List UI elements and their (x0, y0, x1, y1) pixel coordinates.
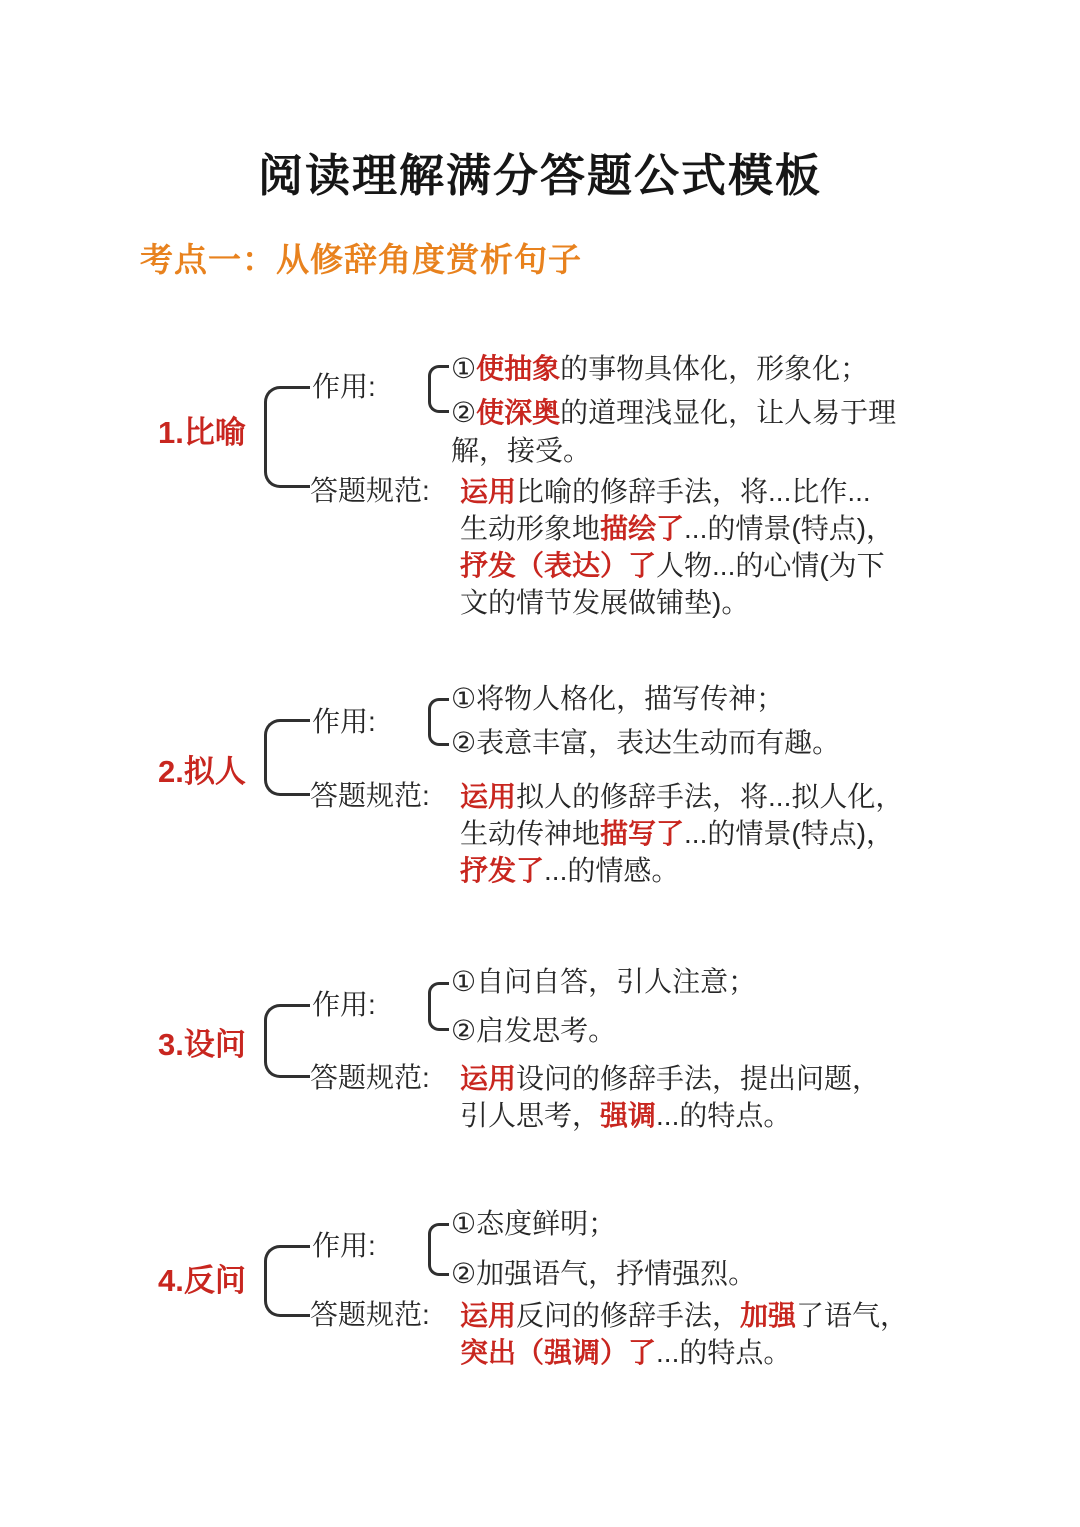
rhetoric-section-metaphor (158, 350, 968, 650)
rhetoric-section-rhetorical-question (158, 1205, 968, 1385)
template-text (460, 1297, 965, 1371)
rhetoric-section-rhetorical-question-answer (158, 963, 968, 1148)
function-items (451, 680, 941, 762)
template-line: 生动传神地描写了...的情景(特点)， (460, 818, 895, 849)
template-text (460, 778, 965, 889)
section-bracket (264, 1245, 310, 1317)
template-line: 运用反问的修辞手法，加强了语气， (460, 1300, 909, 1331)
template-label: 答题规范: (310, 475, 430, 506)
function-items (451, 963, 941, 1050)
template-line: 抒发（表达）了人物...的心情(为下 (460, 550, 885, 581)
rhetoric-section-personification (158, 680, 968, 905)
function-item: ①态度鲜明； (451, 1208, 617, 1239)
function-label: 作用: (312, 1230, 376, 1261)
template-label: 答题规范: (310, 1299, 430, 1330)
template-line: 运用设问的修辞手法，提出问题， (460, 1063, 881, 1094)
template-text (460, 473, 965, 621)
section-label: 1.比喻 (158, 415, 246, 450)
template-line: 生动形象地描绘了...的情景(特点)， (460, 513, 895, 544)
section-label: 2.拟人 (158, 754, 246, 789)
template-label: 答题规范: (310, 1062, 430, 1093)
template-line: 抒发了...的情感。 (460, 855, 680, 886)
section-bracket (264, 386, 310, 488)
section-label: 3.设问 (158, 1027, 246, 1062)
template-line: 运用拟人的修辞手法，将...拟人化， (460, 781, 904, 812)
function-label: 作用: (312, 989, 376, 1020)
function-item: ①将物人格化，描写传神； (451, 683, 785, 714)
section-label: 4.反问 (158, 1263, 246, 1298)
template-line: 突出（强调）了...的特点。 (460, 1337, 792, 1368)
function-items (451, 350, 941, 470)
template-text (460, 1060, 965, 1134)
function-bracket (428, 698, 449, 746)
function-label: 作用: (312, 371, 376, 402)
page-title: 阅读理解满分答题公式模板 (257, 150, 822, 201)
function-items (451, 1205, 941, 1293)
template-label: 答题规范: (310, 780, 430, 811)
section-heading: 考点一：从修辞角度赏析句子 (140, 241, 582, 278)
template-line: 引人思考，强调...的特点。 (460, 1100, 792, 1131)
function-item: ②加强语气，抒情强烈。 (451, 1258, 757, 1289)
function-label: 作用: (312, 706, 376, 737)
section-bracket (264, 1004, 310, 1078)
function-item: ②启发思考。 (451, 1015, 617, 1046)
function-item: ②使深奥的道理浅显化，让人易于理解，接受。 (451, 397, 897, 466)
function-bracket (428, 365, 449, 413)
function-item: ②表意丰富，表达生动而有趣。 (451, 727, 841, 758)
section-bracket (264, 719, 310, 796)
template-line: 文的情节发展做铺垫)。 (460, 587, 750, 618)
function-bracket (428, 982, 449, 1031)
function-item: ①使抽象的事物具体化，形象化； (451, 353, 869, 384)
function-bracket (428, 1223, 449, 1276)
template-line: 运用比喻的修辞手法，将...比作... (460, 476, 871, 507)
function-item: ①自问自答，引人注意； (451, 966, 757, 997)
